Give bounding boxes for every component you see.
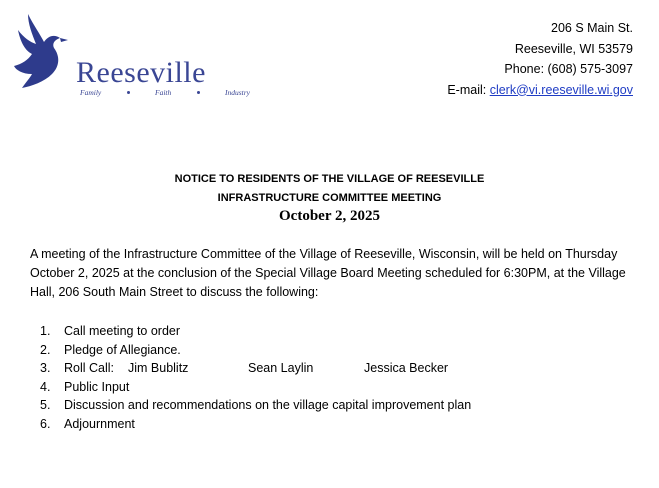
meeting-date: October 2, 2025 — [279, 208, 380, 224]
list-item — [30, 359, 630, 378]
item-number: 2. — [40, 342, 51, 357]
email-label: E-mail: — [447, 82, 490, 97]
email-line — [447, 80, 633, 101]
email-link[interactable]: clerk@vi.reeseville.wi.gov — [489, 82, 633, 97]
item-text: Public Input — [64, 379, 130, 394]
list-item — [30, 378, 630, 397]
agenda-list — [30, 322, 630, 434]
list-item — [30, 322, 630, 341]
logo-tagline — [80, 88, 250, 97]
committee-title: INFRASTRUCTURE COMMITTEE MEETING — [217, 192, 442, 204]
tagline-industry: Industry — [225, 88, 250, 97]
item-text: Discussion and recommendations on the village capital improvement plan — [64, 398, 472, 413]
tagline-dot — [127, 91, 130, 94]
roll-call-name: Jim Bublitz — [128, 361, 189, 376]
item-text: Call meeting to order — [64, 324, 181, 338]
list-item — [30, 341, 630, 360]
list-item — [30, 415, 630, 434]
logo-wordmark: Reeseville — [76, 56, 206, 89]
item-text: Pledge of Allegiance. — [64, 342, 181, 357]
item-number: 4. — [40, 379, 51, 394]
item-number: 1. — [40, 324, 51, 338]
tagline-faith: Faith — [155, 88, 172, 97]
list-item — [30, 396, 630, 415]
phone-number: Phone: (608) 575-3097 — [504, 62, 633, 76]
item-number: 5. — [40, 398, 51, 413]
intro-paragraph: A meeting of the Infrastructure Committee of the Village of Reeseville, Wisconsin, will be held on Thursday October 2, 2025 at the conclusion of the Special Village Board Meeting scheduled for 6:30PM, at the Village Hall, 206 South Main Street to discuss the following: — [30, 247, 626, 299]
notice-title: NOTICE TO RESIDENTS OF THE VILLAGE OF REESEVILLE — [174, 173, 485, 185]
item-text: Adjournment — [64, 416, 135, 431]
village-logo — [14, 12, 250, 102]
street-address: 206 S Main St. — [551, 21, 633, 35]
item-text: Roll Call: — [64, 361, 115, 376]
roll-call-name: Sean Laylin — [248, 361, 314, 376]
tagline-family: Family — [80, 88, 102, 97]
city-state-zip: Reeseville, WI 53579 — [514, 41, 633, 56]
item-number: 6. — [40, 416, 51, 431]
roll-call-name: Jessica Becker — [364, 361, 449, 376]
item-number: 3. — [40, 361, 51, 376]
contact-block — [447, 18, 633, 100]
tagline-dot — [197, 91, 200, 94]
